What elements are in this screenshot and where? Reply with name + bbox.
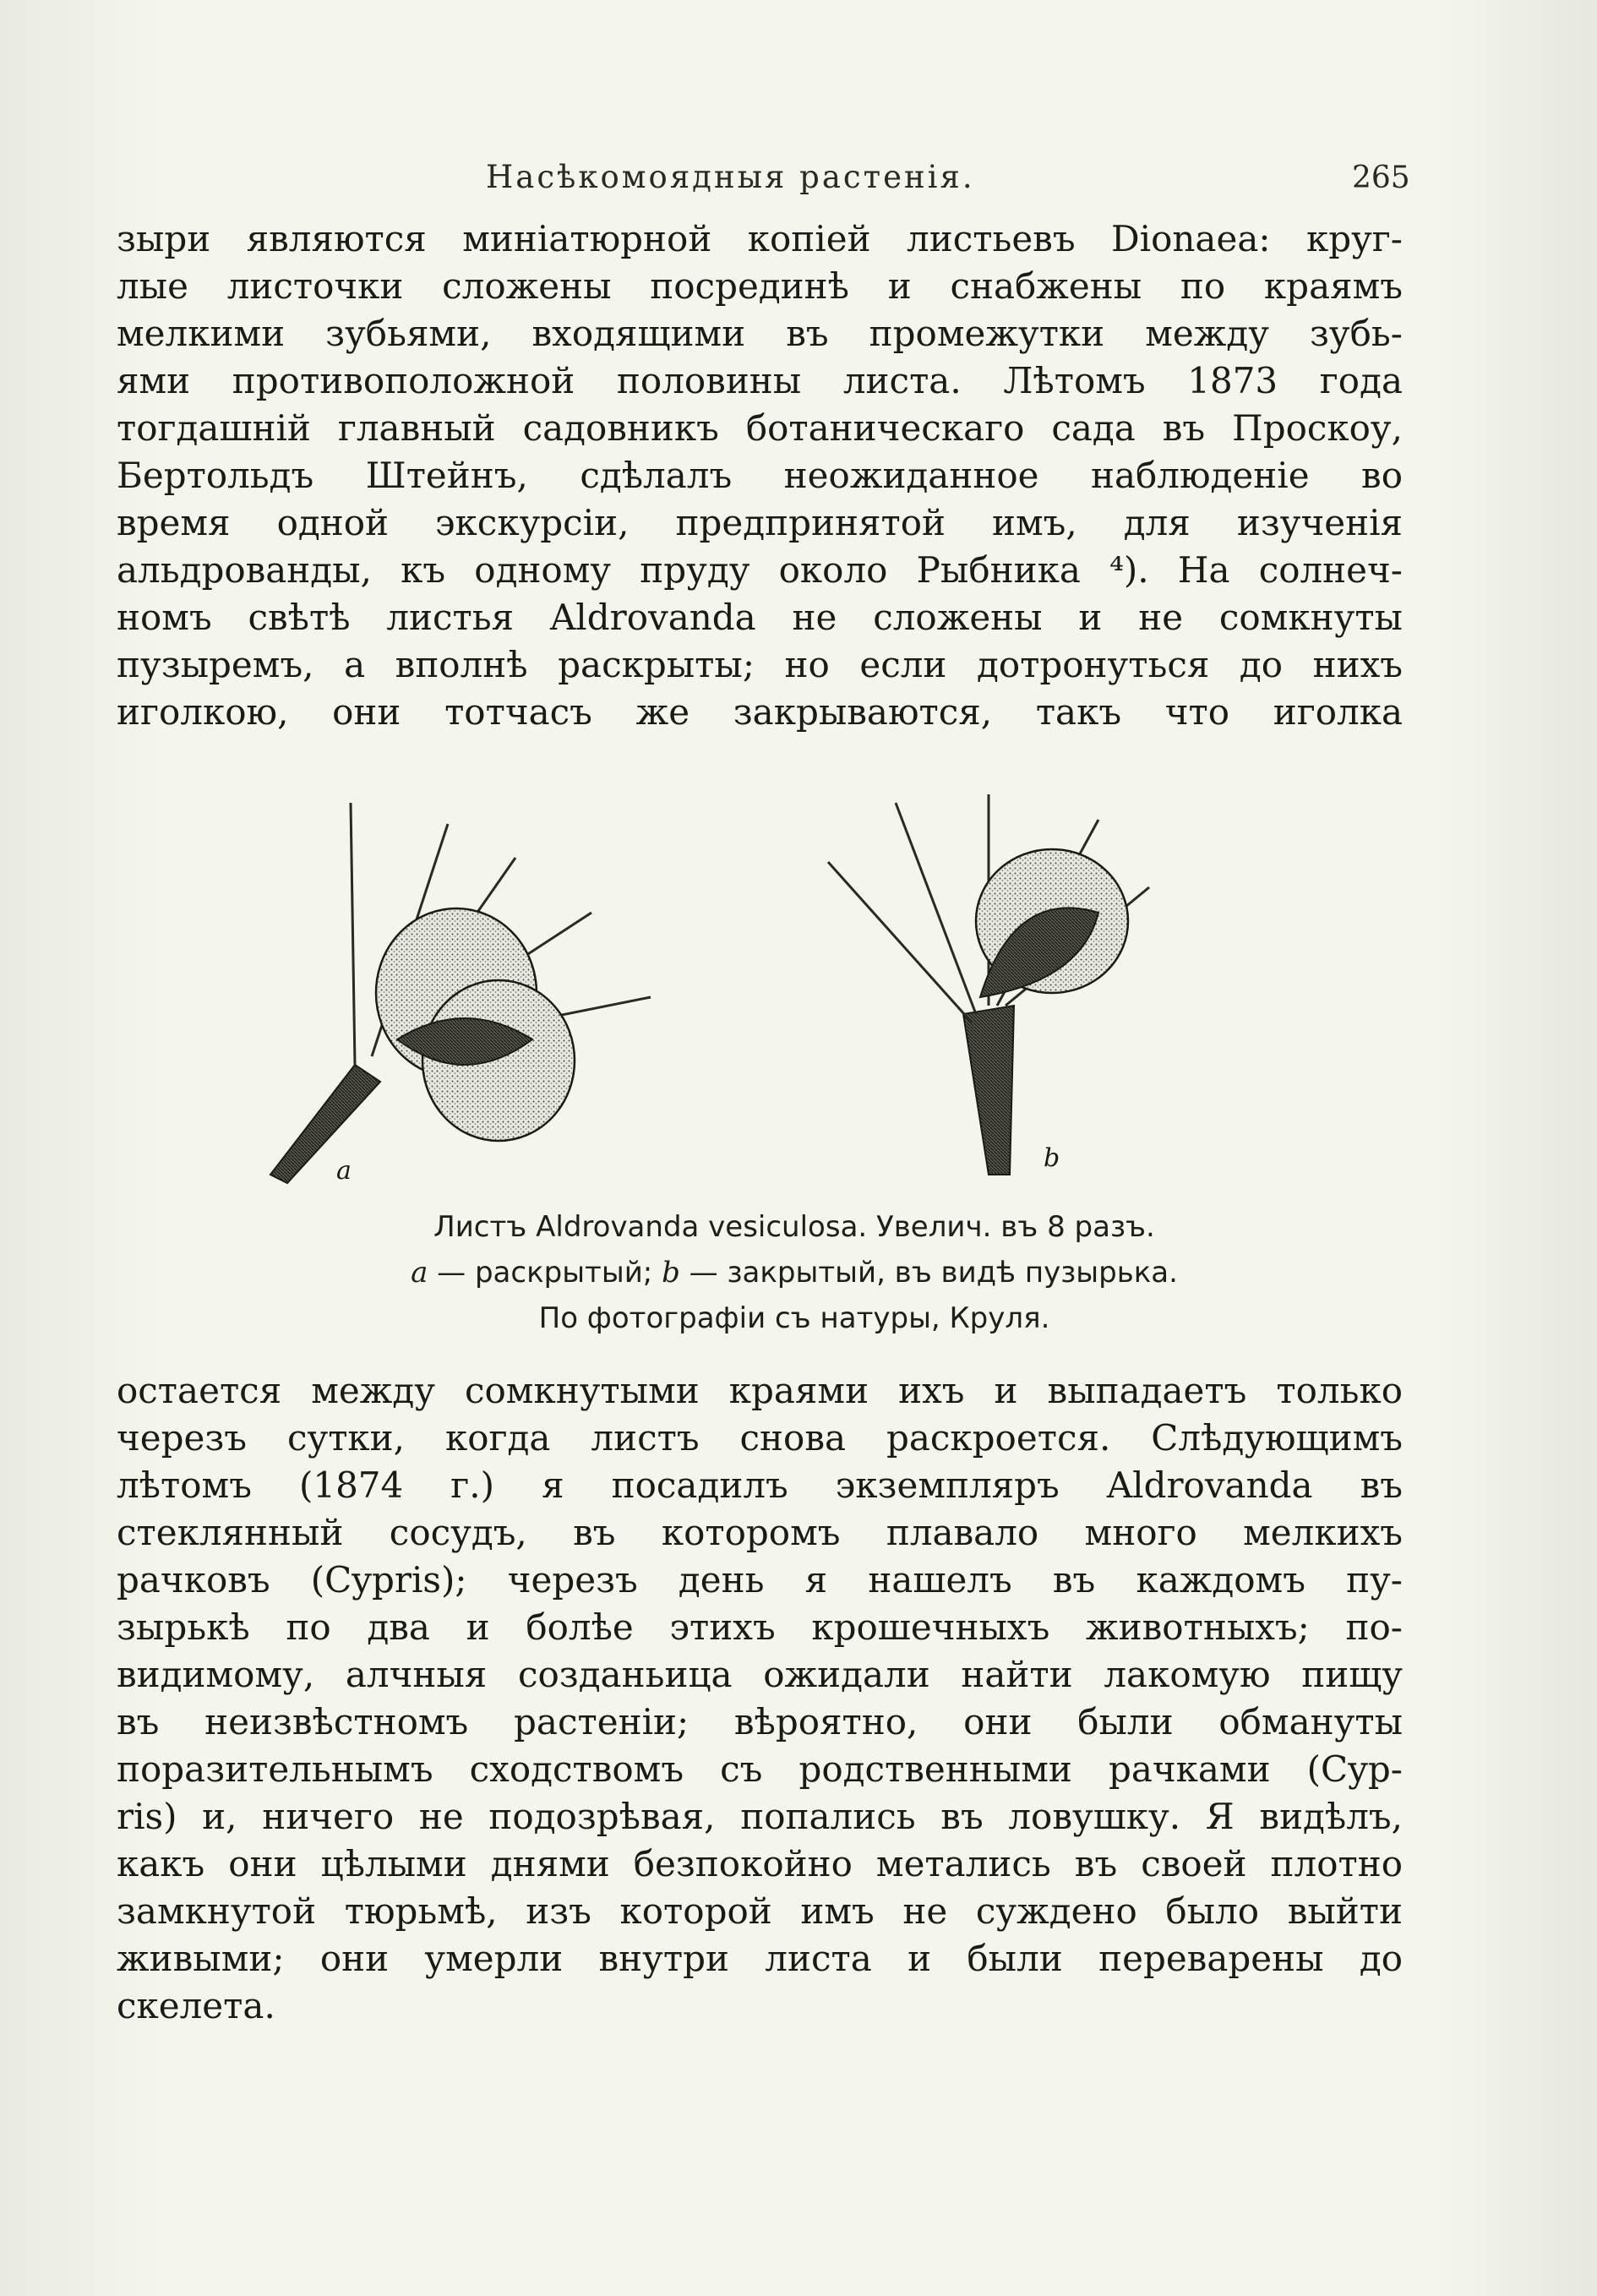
text-line: номъ свѣтѣ листья Aldrovanda не сложены и не сомкнуты xyxy=(117,597,1403,638)
text-line: ями противоположной половины листа. Лѣтомъ 1873 года xyxy=(117,360,1403,401)
text-line: рачковъ (Cypris); черезъ день я нашелъ въ каждомъ пу- xyxy=(117,1559,1403,1601)
text-line: лые листочки сложены посрединѣ и снабжены по краямъ xyxy=(117,265,1403,307)
text-line: зыри являются миніатюрной копіей листьевъ Dionaea: круг- xyxy=(117,218,1403,259)
text-line: время одной экскурсіи, предпринятой имъ, для изученія xyxy=(117,502,1403,543)
leaf-a-drawing xyxy=(270,803,651,1183)
text-line: иголкою, они тотчасъ же закрываются, такъ что иголка xyxy=(117,691,1403,733)
text-line: видимому, алчныя созданьица ожидали найти лакомую пищу xyxy=(117,1654,1403,1695)
text-line: остается между сомкнутыми краями ихъ и выпадаетъ только xyxy=(117,1370,1403,1411)
caption-text-a: — раскрытый; xyxy=(428,1256,662,1290)
caption-text-b: — закрытый, въ видѣ пузырька. xyxy=(679,1256,1178,1290)
text-line: черезъ сутки, когда листъ снова раскроется. Слѣдующимъ xyxy=(117,1417,1403,1459)
caption-line-2 xyxy=(169,1250,1420,1295)
leaf-engraving xyxy=(253,786,1267,1192)
text-line: мелкими зубьями, входящими въ промежутки между зубь- xyxy=(117,313,1403,354)
text-line: альдрованды, къ одному пруду около Рыбника ⁴). На солнеч- xyxy=(117,549,1403,591)
text-line: живыми; они умерли внутри листа и были переварены до xyxy=(117,1938,1403,1979)
text-line: поразительнымъ сходствомъ съ родственными рачками (Cyp- xyxy=(117,1748,1403,1790)
figure-caption xyxy=(169,1204,1420,1341)
leaf-b-drawing xyxy=(828,794,1149,1175)
aldrovanda-illustration xyxy=(253,786,1267,1192)
page-number: 265 xyxy=(1352,161,1410,195)
text-line: Бертольдъ Штейнъ, сдѣлалъ неожиданное наблюденіе во xyxy=(117,455,1403,496)
figure-label-a: a xyxy=(336,1156,352,1186)
caption-line-1: Листъ Aldrovanda vesiculosa. Увелич. въ 8 разъ. xyxy=(433,1210,1155,1244)
paragraph-2 xyxy=(117,1367,1403,2030)
text-line: стеклянный сосудъ, въ которомъ плавало много мелкихъ xyxy=(117,1512,1403,1553)
text-line: замкнутой тюрьмѣ, изъ которой имъ не суждено было выйти xyxy=(117,1890,1403,1932)
paragraph-1 xyxy=(117,215,1403,736)
text-line: пузыремъ, а вполнѣ раскрыты; но если дотронуться до нихъ xyxy=(117,644,1403,685)
caption-label-b: b xyxy=(662,1256,680,1290)
text-line: ris) и, ничего не подозрѣвая, попались въ ловушку. Я видѣлъ, xyxy=(117,1796,1403,1837)
running-title: Насѣкомоядныя растенія. xyxy=(486,159,975,195)
text-line: въ неизвѣстномъ растеніи; вѣроятно, они были обмануты xyxy=(117,1701,1403,1742)
figure-label-b: b xyxy=(1044,1143,1060,1173)
caption-line-3: По фотографіи съ натуры, Круля. xyxy=(538,1301,1050,1335)
text-line: лѣтомъ (1874 г.) я посадилъ экземпляръ Aldrovanda въ xyxy=(117,1464,1403,1506)
text-line: зырькѣ по два и болѣе этихъ крошечныхъ животныхъ; по- xyxy=(117,1606,1403,1648)
text-line: какъ они цѣлыми днями безпокойно метались въ своей плотно xyxy=(117,1843,1403,1884)
caption-label-a: a xyxy=(411,1256,428,1290)
text-line: тогдашній главный садовникъ ботаническаго сада въ Проскоу, xyxy=(117,407,1403,449)
text-line: скелета. xyxy=(117,1985,275,2026)
